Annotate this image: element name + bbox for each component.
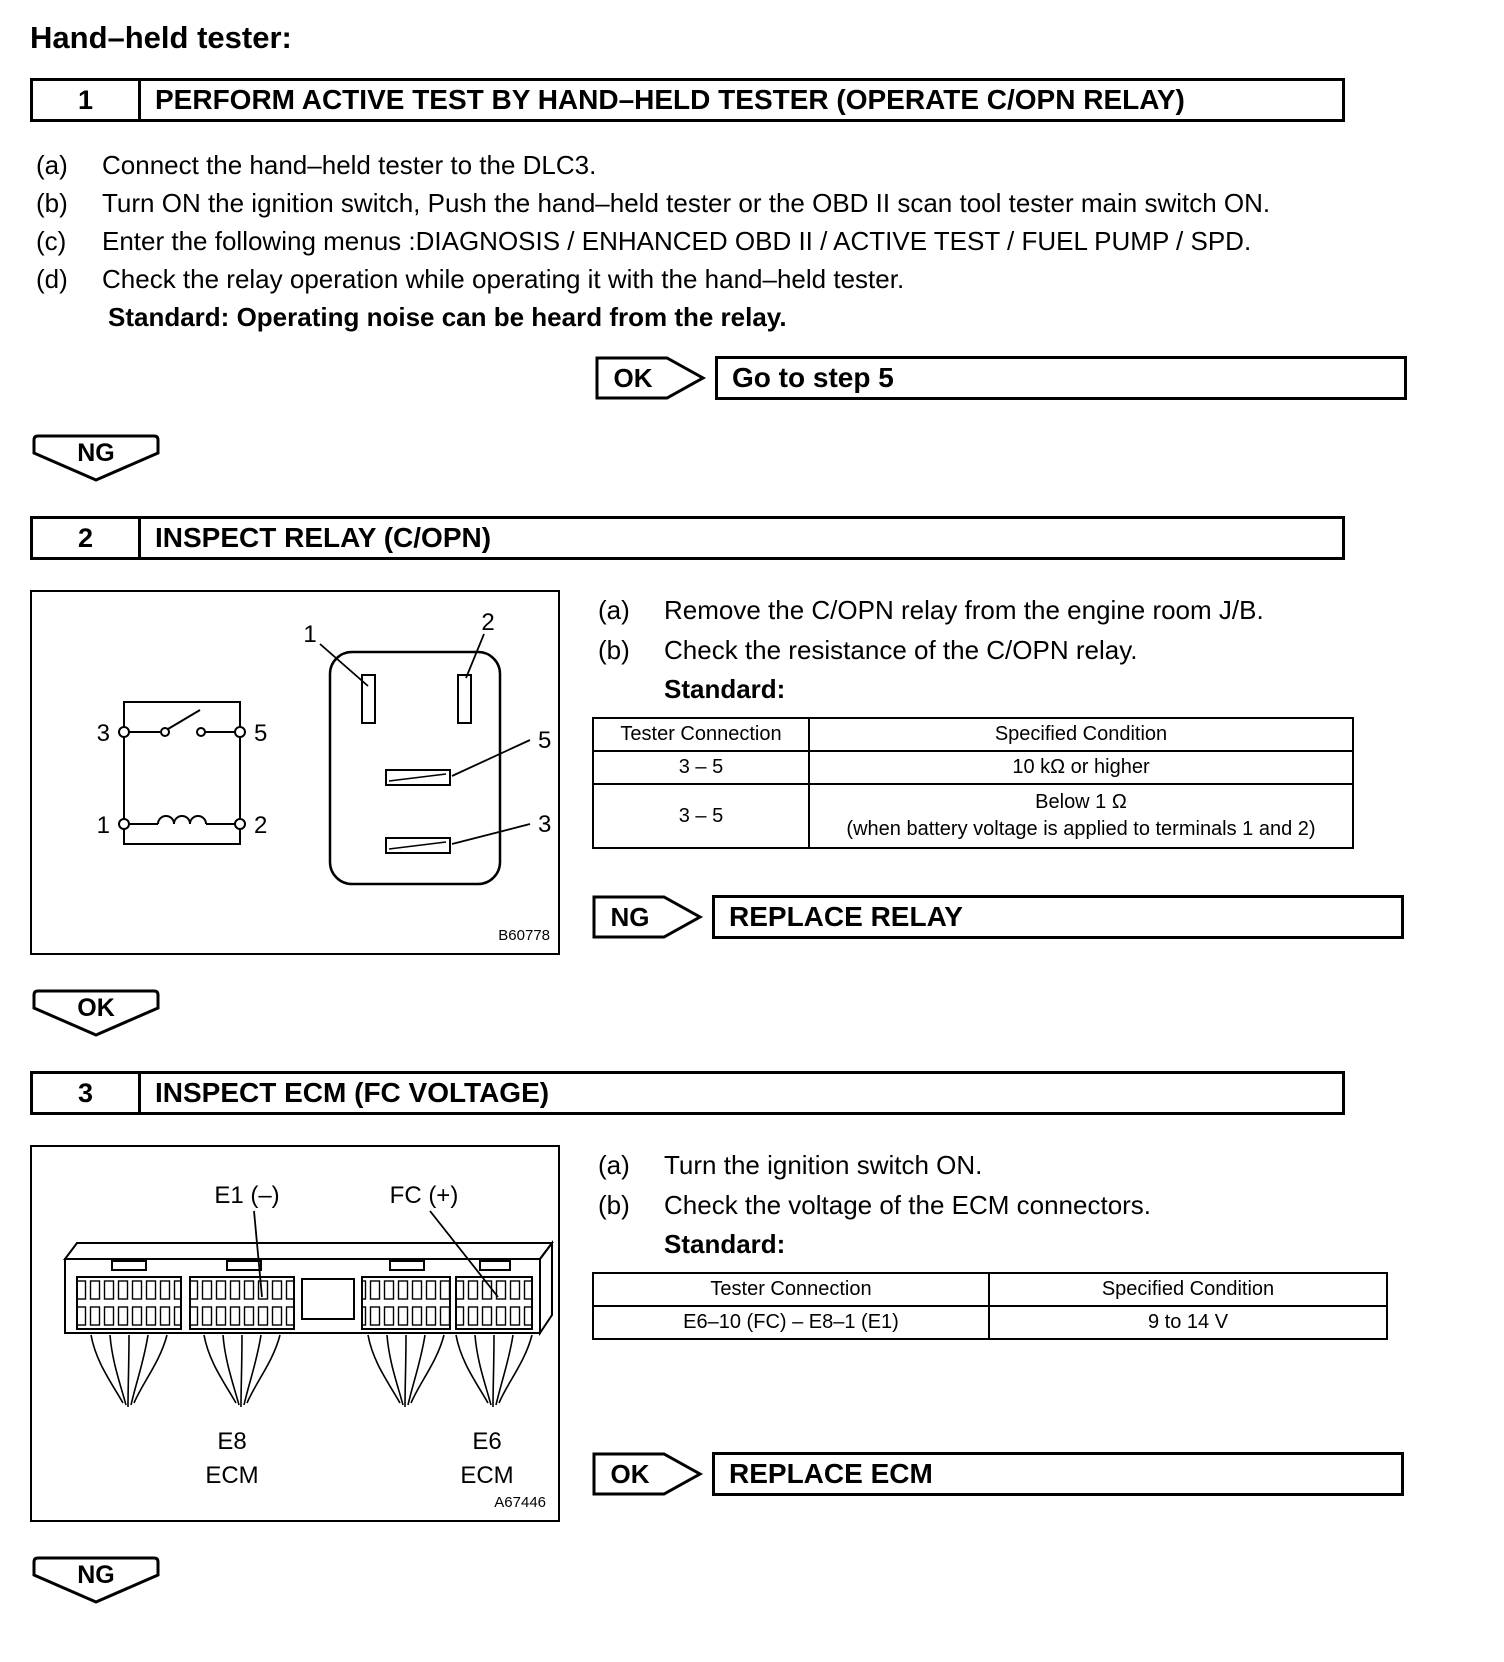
step1-header	[30, 78, 1345, 122]
step3-title: INSPECT ECM (FC VOLTAGE)	[155, 1077, 550, 1108]
table-row	[593, 1306, 1387, 1339]
ecm-right-label: ECM	[460, 1462, 514, 1489]
step3-result-row	[592, 1452, 1474, 1496]
specified-condition-cell: 10 kΩ or higher	[809, 751, 1353, 784]
ok-flow-badge	[30, 989, 162, 1039]
figure-id: A67446	[494, 1494, 546, 1511]
column-header: Specified Condition	[989, 1273, 1387, 1306]
pin1-label: 1	[303, 621, 317, 648]
step3-standard-label: Standard:	[664, 1229, 786, 1259]
instruction-row	[30, 260, 1474, 298]
step1-number: 1	[33, 81, 141, 119]
instruction-text: Turn the ignition switch ON.	[664, 1150, 983, 1180]
instruction-row	[592, 630, 1474, 670]
step2-header	[30, 516, 1345, 560]
ecm-labels	[205, 1182, 513, 1489]
step2-result-action: REPLACE RELAY	[712, 895, 1404, 939]
connector-e6-left	[362, 1277, 450, 1329]
instruction-text: Turn ON the ignition switch, Push the hand–held tester or the OBD II scan tool tester main switch ON.	[102, 188, 1271, 218]
step1-instructions	[30, 146, 1474, 298]
instruction-text: Connect the hand–held tester to the DLC3.	[102, 150, 597, 180]
ng-flow-badge	[30, 434, 162, 484]
instruction-label: (a)	[598, 1150, 630, 1180]
figure-id: B60778	[498, 927, 550, 944]
e6-label: E6	[472, 1428, 502, 1455]
relay-pin-labels	[97, 609, 552, 839]
instruction-label: (d)	[36, 264, 68, 294]
instruction-row	[30, 222, 1474, 260]
relay-diagram	[32, 592, 558, 948]
instruction-label: (c)	[36, 226, 67, 256]
step2-content	[592, 590, 1474, 939]
column-header: Specified Condition	[809, 718, 1353, 751]
ok-arrow-badge	[592, 1452, 704, 1496]
table-row	[593, 751, 1353, 784]
arrow-badge-label: OK	[610, 1459, 650, 1489]
flow-badge-label: NG	[77, 1561, 115, 1589]
ecm-figure-box	[30, 1145, 560, 1522]
instruction-label: (b)	[36, 188, 68, 218]
fc-plus-label: FC (+)	[389, 1182, 459, 1209]
e8-label: E8	[217, 1428, 247, 1455]
ng-flow-badge-bottom	[30, 1556, 162, 1606]
e1-minus-label: E1 (–)	[214, 1182, 280, 1209]
specified-condition-cell: 9 to 14 V	[989, 1306, 1387, 1339]
relay-body	[330, 652, 500, 884]
pin5-label: 5	[538, 727, 552, 754]
relay-figure-box	[30, 590, 560, 955]
flow-badge-label: OK	[77, 994, 115, 1022]
page-title: Hand–held tester:	[30, 20, 292, 55]
table-header-row	[593, 718, 1353, 751]
step3-section	[30, 1145, 1474, 1522]
instruction-label: (b)	[598, 635, 630, 665]
arrow-badge-label: NG	[610, 902, 650, 932]
relay-schematic	[119, 702, 245, 844]
tester-connection-cell: E6–10 (FC) – E8–1 (E1)	[593, 1306, 989, 1339]
step3-content	[592, 1145, 1474, 1496]
step2-number: 2	[33, 519, 141, 557]
table-header-row	[593, 1273, 1387, 1306]
column-header: Tester Connection	[593, 1273, 989, 1306]
terminal3-label: 3	[96, 720, 110, 747]
step2-title: INSPECT RELAY (C/OPN)	[155, 522, 492, 553]
step3-result-action: REPLACE ECM	[712, 1452, 1404, 1496]
step1-result-action: Go to step 5	[715, 356, 1407, 400]
table-row	[593, 784, 1353, 848]
instruction-row	[592, 1185, 1474, 1225]
specified-condition-cell	[809, 784, 1353, 848]
step1-result-row	[595, 356, 1474, 400]
instruction-text: Remove the C/OPN relay from the engine room J/B.	[664, 595, 1264, 625]
instruction-label: (a)	[36, 150, 68, 180]
instruction-text: Check the relay operation while operating it with the hand–held tester.	[102, 264, 905, 294]
tester-connection-cell: 3 – 5	[593, 751, 809, 784]
ng-arrow-badge	[592, 895, 704, 939]
instruction-text: Check the resistance of the C/OPN relay.	[664, 635, 1138, 665]
step2-result-row	[592, 895, 1474, 939]
step2-standard-label: Standard:	[664, 674, 786, 704]
ok-arrow-badge	[595, 356, 707, 400]
wire-harness	[91, 1335, 532, 1407]
column-header: Tester Connection	[593, 718, 809, 751]
ecm-connector-diagram	[32, 1147, 558, 1515]
instruction-label: (b)	[598, 1190, 630, 1220]
tester-connection-cell: 3 – 5	[593, 784, 809, 848]
pin3-label: 3	[538, 811, 552, 838]
step3-number: 3	[33, 1074, 141, 1112]
terminal5-label: 5	[254, 720, 268, 747]
instruction-label: (a)	[598, 595, 630, 625]
connector-e8-right	[190, 1277, 294, 1329]
instruction-row	[592, 590, 1474, 630]
instruction-text: Check the voltage of the ECM connectors.	[664, 1190, 1152, 1220]
terminal2-label: 2	[254, 812, 268, 839]
ecm-spec-table	[592, 1272, 1388, 1340]
terminal1-label: 1	[96, 812, 110, 839]
ecm-housing	[65, 1243, 552, 1333]
instruction-row	[30, 146, 1474, 184]
step3-header	[30, 1071, 1345, 1115]
connector-e6-right	[456, 1277, 532, 1329]
instruction-row	[30, 184, 1474, 222]
step2-section	[30, 590, 1474, 955]
step1-title: PERFORM ACTIVE TEST BY HAND–HELD TESTER (OPERATE C/OPN RELAY)	[155, 84, 1185, 115]
connector-e8-left	[77, 1277, 181, 1329]
ecm-left-label: ECM	[205, 1462, 259, 1489]
instruction-text: Enter the following menus :DIAGNOSIS / ENHANCED OBD II / ACTIVE TEST / FUEL PUMP / SPD.	[102, 226, 1252, 256]
instruction-row	[592, 1145, 1474, 1185]
condition-line2: (when battery voltage is applied to terminals 1 and 2)	[846, 818, 1316, 840]
arrow-badge-label: OK	[613, 363, 653, 393]
relay-spec-table	[592, 717, 1354, 849]
condition-line1: Below 1 Ω	[1035, 791, 1127, 813]
pin2-label: 2	[481, 609, 495, 636]
step1-standard-note: Standard: Operating noise can be heard from the relay.	[108, 302, 787, 332]
flow-badge-label: NG	[77, 439, 115, 467]
